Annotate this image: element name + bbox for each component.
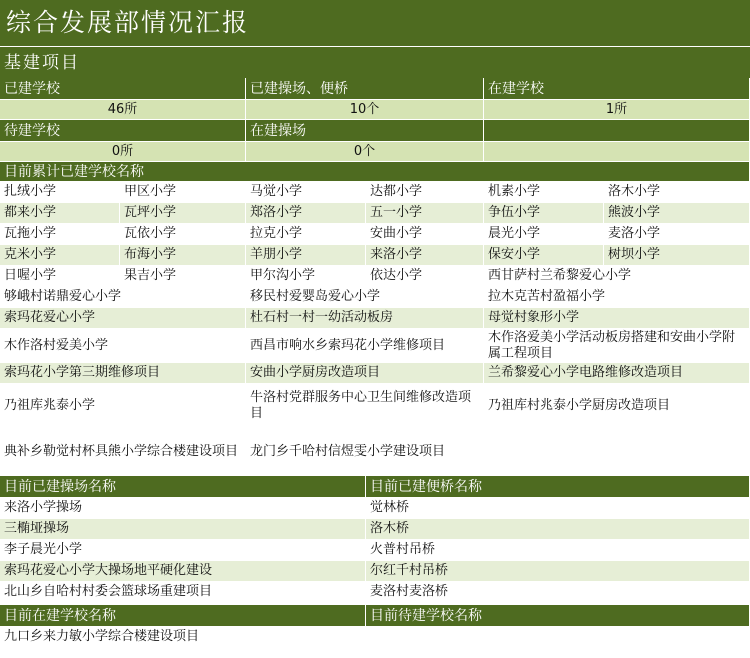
school-cell: 克米小学 [0,245,120,266]
school-cell: 机素小学 [484,182,604,203]
summary-value-1: 0所 [0,142,246,162]
field-name: 李子晨光小学 [0,540,366,561]
school-cell: 依达小学 [366,266,484,287]
school-cell: 扎绒小学 [0,182,120,203]
school-cell: 争伍小学 [484,203,604,224]
project-cell: 够峨村诺鼎爱心小学 [0,287,246,308]
summary-header-2: 在建操场 [246,120,484,142]
school-cell: 日喔小学 [0,266,120,287]
summary-value-2: 0个 [246,142,484,162]
school-cell: 羊朋小学 [246,245,366,266]
project-cell: 牛洛村党群服务中心卫生间维修改造项目 [246,384,484,428]
school-cell: 洛木小学 [604,182,750,203]
summary-header-1: 已建学校 [0,78,246,100]
bridge-name: 麦洛村麦洛桥 [366,582,750,603]
project-cell-wide: 龙门乡千哈村信煜雯小学建设项目 [246,430,750,474]
school-cell: 甲区小学 [120,182,246,203]
school-cell: 瓦坪小学 [120,203,246,224]
field-name: 北山乡自哈村村委会篮球场重建项目 [0,582,366,603]
summary-header-3 [484,120,750,142]
report-title: 综合发展部情况汇报 [0,0,750,46]
bridge-name: 尔红千村吊桥 [366,561,750,582]
school-cell: 安曲小学 [366,224,484,245]
project-cell: 移民村爱婴岛爱心小学 [246,287,484,308]
planned-school-empty [366,627,750,647]
project-cell: 拉木克苦村盈福小学 [484,287,750,308]
summary-header-2: 已建操场、便桥 [246,78,484,100]
school-cell: 果吉小学 [120,266,246,287]
project-cell: 兰希黎爱心小学电路维修改造项目 [484,363,750,384]
summary-value-1: 46所 [0,100,246,120]
project-cell: 木作洛村爱美小学 [0,329,246,363]
project-cell-wide: 典补乡勒觉村杯具熊小学综合楼建设项目 [0,430,246,474]
school-cell: 树坝小学 [604,245,750,266]
schools-header: 目前累计已建学校名称 [0,162,750,182]
school-cell: 马觉小学 [246,182,366,203]
school-cell: 五一小学 [366,203,484,224]
school-cell: 拉克小学 [246,224,366,245]
project-cell: 木作洛爱美小学活动板房搭建和安曲小学附属工程项目 [484,329,750,363]
bridge-name: 觉林桥 [366,498,750,519]
field-name: 三椭垭操场 [0,519,366,540]
bridge-name: 火普村吊桥 [366,540,750,561]
summary-header-1: 待建学校 [0,120,246,142]
planned-header: 目前待建学校名称 [366,605,750,627]
fields-header: 目前已建操场名称 [0,476,366,498]
school-cell: 甲尔沟小学 [246,266,366,287]
school-cell: 郑洛小学 [246,203,366,224]
school-cell: 熊波小学 [604,203,750,224]
field-name: 索玛花爱心小学大操场地平硬化建设 [0,561,366,582]
school-cell: 西甘萨村兰希黎爱心小学 [484,266,750,287]
project-cell: 索玛花小学第三期维修项目 [0,363,246,384]
project-cell: 索玛花爱心小学 [0,308,246,329]
project-cell: 杜石村一村一幼活动板房 [246,308,484,329]
project-cell: 安曲小学厨房改造项目 [246,363,484,384]
school-cell: 瓦拖小学 [0,224,120,245]
school-cell: 达都小学 [366,182,484,203]
school-cell: 来洛小学 [366,245,484,266]
project-cell: 乃祖库兆泰小学 [0,384,246,428]
summary-value-2: 10个 [246,100,484,120]
summary-value-3 [484,142,750,162]
bridges-header: 目前已建便桥名称 [366,476,750,498]
project-cell: 母觉村象形小学 [484,308,750,329]
school-cell: 布海小学 [120,245,246,266]
school-cell: 保安小学 [484,245,604,266]
section-title: 基建项目 [0,46,750,78]
project-cell: 西昌市响水乡索玛花小学维修项目 [246,329,484,363]
school-cell: 麦洛小学 [604,224,750,245]
project-cell: 乃祖库村兆泰小学厨房改造项目 [484,384,750,428]
field-name: 来洛小学操场 [0,498,366,519]
summary-header-3: 在建学校 [484,78,750,100]
school-cell: 晨光小学 [484,224,604,245]
in-progress-school: 九口乡来力敏小学综合楼建设项目 [0,627,366,647]
in-progress-header: 目前在建学校名称 [0,605,366,627]
school-cell: 瓦依小学 [120,224,246,245]
school-cell: 都来小学 [0,203,120,224]
summary-value-3: 1所 [484,100,750,120]
bridge-name: 洛木桥 [366,519,750,540]
